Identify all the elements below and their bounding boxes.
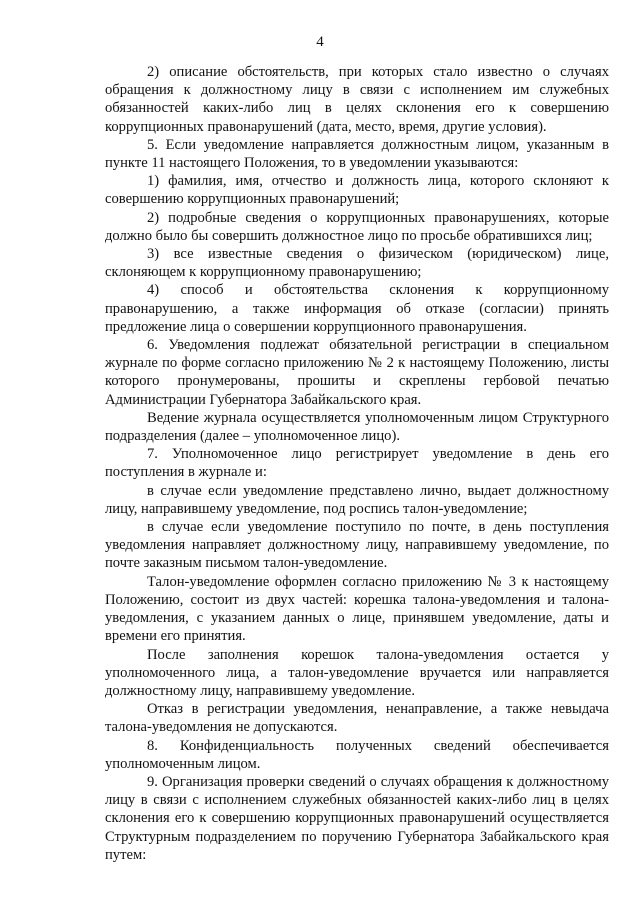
paragraph-in-person: в случае если уведомление представлено лично, выдает должностному лицу, направившему уведомление, под роспись талон-уведомление; (105, 482, 609, 517)
paragraph-by-mail: в случае если уведомление поступило по почте, в день поступления уведомления направляет должностному лицу, направившему уведомление, по почте заказным письмом талон-уведомление. (105, 519, 609, 572)
paragraph-clause-5: 5. Если уведомление направляется должностным лицом, указанным в пункте 11 настоящего Положения, то в уведомлении указываются: (105, 136, 609, 172)
paragraph-item-2-description: 2) описание обстоятельств, при которых стало известно о случаях обращения к должностному лицу в связи с исполнением им служебных обязанностей каких-либо лиц в целях склонения его к совершению коррупционных правонарушений (дата, место, время, другие условия). (105, 64, 609, 135)
paragraph-refusal: Отказ в регистрации уведомления, ненаправление, а также невыдача талона-уведомления не допускаются. (105, 701, 609, 736)
paragraph-item-3-person: 3) все известные сведения о физическом (юридическом) лице, склоняющем к коррупционному правонарушению; (105, 246, 609, 281)
paragraph-journal-keeping: Ведение журнала осуществляется уполномоченным лицом Структурного подразделения (далее – уполномоченное лицо). (105, 409, 609, 445)
paragraph-item-1-name: 1) фамилия, имя, отчество и должность лица, которого склоняют к совершению коррупционных правонарушений; (105, 173, 609, 208)
paragraph-item-2-details: 2) подробные сведения о коррупционных правонарушениях, которые должно было бы совершить должностное лицо по просьбе обратившихся лиц; (105, 209, 609, 244)
paragraph-clause-7: 7. Уполномоченное лицо регистрирует уведомление в день его поступления в журнале и: (105, 446, 609, 481)
paragraph-item-4-method: 4) способ и обстоятельства склонения к коррупционному правонарушению, а также информация об отказе (согласии) принять предложение лица о совершении коррупционного правонарушения. (105, 282, 609, 335)
document-body (105, 63, 609, 864)
paragraph-after-filling: После заполнения корешок талона-уведомления остается у уполномоченного лица, а талон-уведомление вручается или направляется должностному лицу, направившему уведомление. (105, 646, 609, 699)
paragraph-ticket-form: Талон-уведомление оформлен согласно приложению № 3 к настоящему Положению, состоит из двух частей: корешка талона-уведомления и талона-уведомления, с указанием данных о лице, принявшем уведомление, даты и времени его принятия. (105, 573, 609, 645)
paragraph-clause-6: 6. Уведомления подлежат обязательной регистрации в специальном журнале по форме согласно приложению № 2 к настоящему Положению, листы которого пронумерованы, прошиты и скреплены гербовой печатью Администрации Губернатора Забайкальского края. (105, 337, 609, 408)
paragraph-clause-8: 8. Конфиденциальность полученных сведений обеспечивается уполномоченным лицом. (105, 737, 609, 772)
page-number: 4 (316, 34, 324, 50)
paragraph-clause-9: 9. Организация проверки сведений о случаях обращения к должностному лицу в связи с исполнением служебных обязанностей каких-либо лиц в целях склонения его к совершению коррупционных правонарушений осуществляется Структурным подразделением по поручению Губернатора Забайкальского края путем: (105, 773, 609, 863)
